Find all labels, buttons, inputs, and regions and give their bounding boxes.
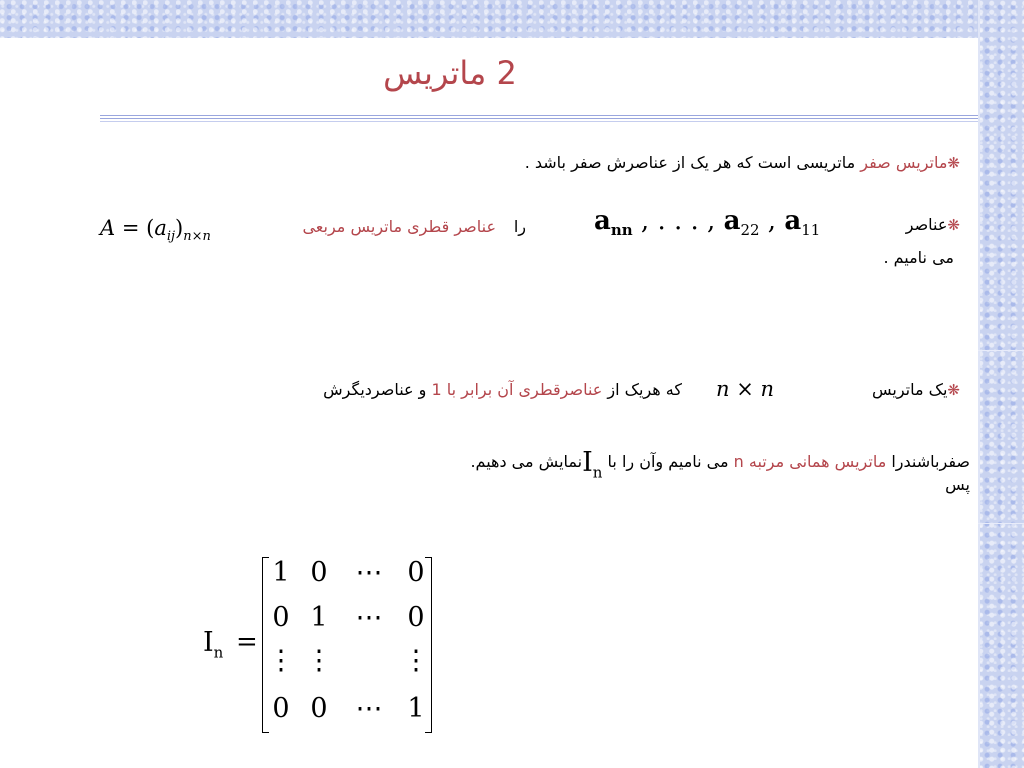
matrix-cell: 0 <box>407 557 425 588</box>
paragraph-text: عناصر <box>905 215 948 234</box>
equals-sign: = <box>236 627 258 657</box>
matrix-cell: ⋯ <box>355 557 383 588</box>
math-operator: = ( <box>115 216 155 240</box>
paragraph-continuation: می نامیم . <box>883 248 954 267</box>
math-symbol: I <box>582 447 593 478</box>
term-identity-matrix: ماتریس همانی مرتبه n <box>733 452 887 471</box>
paragraph-text: را <box>513 217 526 236</box>
matrix-cell: 1 <box>272 557 290 588</box>
matrix-cell: 0 <box>310 557 328 588</box>
term-diagonal-ones: عناصرقطری آن برابر با 1 <box>431 380 603 399</box>
right-band-divider <box>978 350 1024 351</box>
term-diagonal-elements: عناصر قطری ماتریس مربعی <box>302 217 496 236</box>
matrix-cell: ⋮ <box>267 645 295 676</box>
math-subscript: 22 <box>740 221 760 240</box>
title-rule <box>100 115 978 116</box>
math-symbol: I <box>203 627 214 658</box>
math-symbol: A <box>100 216 116 240</box>
paragraph-text: می نامیم وآن را با <box>602 452 734 471</box>
matrix-cell: 0 <box>272 693 290 724</box>
identity-label <box>203 627 223 661</box>
bullet-icon: ❋ <box>947 216 960 234</box>
square-matrix-formula <box>100 216 211 244</box>
top-texture-band <box>0 0 1024 38</box>
matrix-cell: 0 <box>407 602 425 633</box>
matrix-cell: 1 <box>407 693 425 724</box>
math-symbol: a <box>594 206 611 236</box>
diagonal-elements-formula <box>594 206 820 239</box>
identity-matrix <box>262 557 432 733</box>
paragraph-identity-text <box>323 380 682 399</box>
paragraph-identity-def <box>470 443 970 482</box>
bullet-icon: ❋ <box>947 154 960 172</box>
title-rule <box>100 121 978 122</box>
math-subscript: 11 <box>801 221 821 240</box>
slide-title: 2 ماتریس <box>383 54 517 92</box>
paragraph-text: و عناصردیگرش <box>323 380 432 399</box>
paragraph-zero-matrix <box>525 153 960 172</box>
right-band-edge <box>978 0 980 768</box>
paragraph-text: که هریک از <box>607 380 682 399</box>
math-separator: , . . . , <box>632 206 724 236</box>
math-operator: ) <box>175 216 184 240</box>
identity-symbol <box>582 447 603 482</box>
math-subscript: ij <box>166 229 176 245</box>
paragraph-text: نمایش می دهیم. <box>470 452 583 471</box>
paragraph-text: صفرباشندرا <box>886 452 970 471</box>
right-texture-band <box>978 0 1024 768</box>
math-subscript: n×n <box>183 229 211 245</box>
matrix-cell: 0 <box>272 602 290 633</box>
title-rule <box>100 118 978 119</box>
matrix-cell: 0 <box>310 693 328 724</box>
paragraph-text: ماتریسی است که هر یک از عناصرش صفر باشد . <box>524 153 861 172</box>
matrix-cell: ⋯ <box>355 693 383 724</box>
math-symbol: a <box>784 206 802 236</box>
math-subscript: nn <box>610 221 633 240</box>
term-zero-matrix: ماتریس صفر <box>860 153 948 172</box>
matrix-cell: ⋮ <box>305 645 333 676</box>
math-symbol: a <box>723 206 741 236</box>
paragraph-text: یک ماتریس <box>871 380 948 399</box>
paragraph-diagonal-lead <box>906 215 960 234</box>
math-symbol: a <box>154 216 167 240</box>
bullet-icon: ❋ <box>947 381 960 399</box>
paragraph-identity-lead <box>872 380 960 399</box>
right-band-divider <box>978 523 1024 524</box>
math-separator: , <box>759 206 785 236</box>
math-subscript: n <box>592 463 603 482</box>
n-by-n-formula: n × n <box>716 377 774 401</box>
matrix-cell: 1 <box>310 602 328 633</box>
math-subscript: n <box>213 643 224 662</box>
matrix-cell: ⋮ <box>402 645 430 676</box>
paragraph-then: پس <box>945 475 970 494</box>
matrix-cell: ⋯ <box>355 602 383 633</box>
